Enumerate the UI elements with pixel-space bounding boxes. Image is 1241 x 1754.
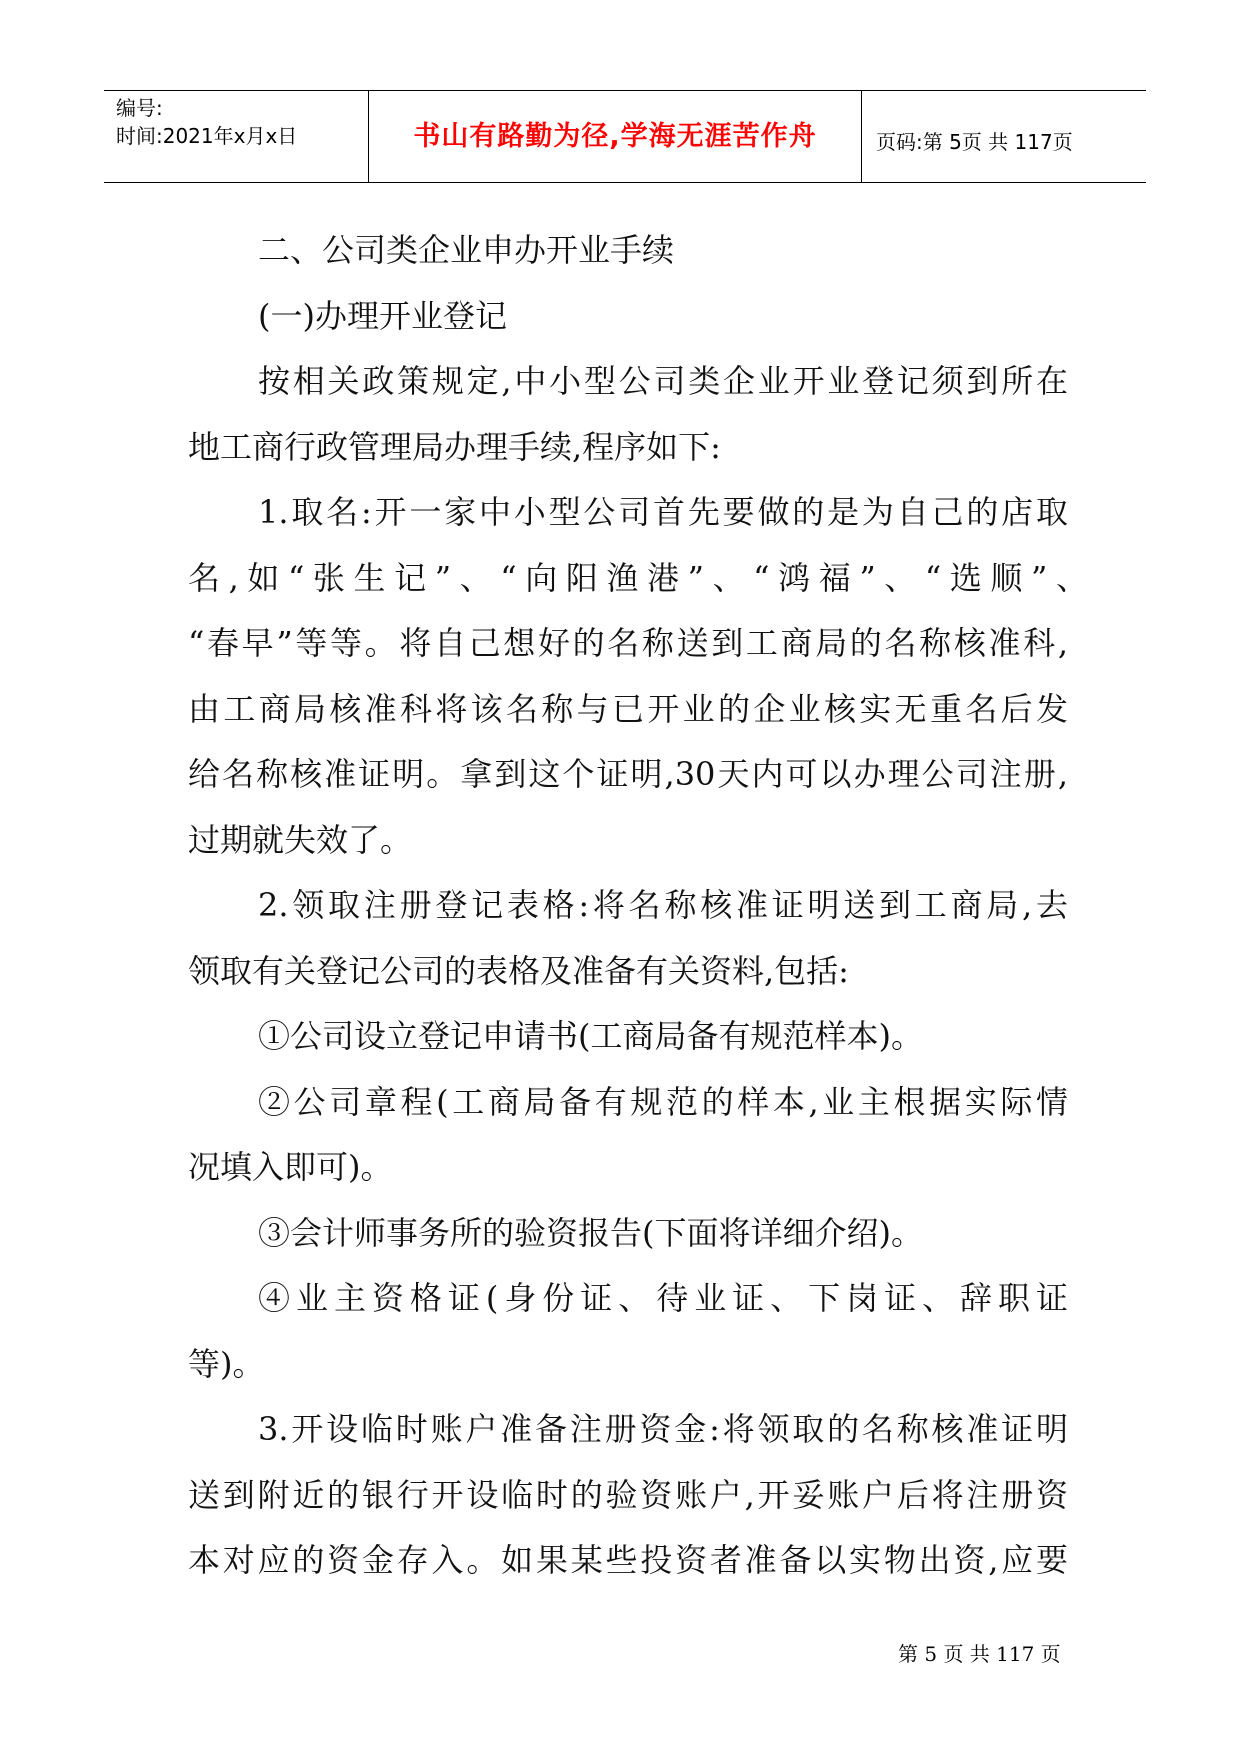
paragraph-line: 地工商行政管理局办理手续,程序如下:	[188, 427, 721, 466]
list-item: ③会计师事务所的验资报告(下面将详细介绍)。	[258, 1213, 923, 1252]
paragraph-line: 3.开设临时账户准备注册资金:将领取的名称核准证明	[258, 1410, 1068, 1448]
paragraph-line: 名,如“张生记”、“向阳渔港”、“鸿福”、“选顺”、	[188, 558, 1088, 597]
header-bottom-rule	[104, 182, 1146, 183]
list-item: ①公司设立登记申请书(工商局备有规范样本)。	[258, 1017, 923, 1055]
header-top-rule	[104, 90, 1146, 91]
paragraph-line: 送到附近的银行开设临时的验资账户,开妥账户后将注册资	[188, 1475, 1068, 1514]
paragraph-line: 领取有关登记公司的表格及准备有关资料,包括:	[188, 951, 849, 990]
subsection-heading: (一)办理开业登记	[258, 296, 507, 335]
paragraph-line: 给名称核准证明。拿到这个证明,30天内可以办理公司注册,	[188, 755, 1068, 793]
section-heading: 二、公司类企业申办开业手续	[258, 231, 675, 269]
paragraph-line: 由工商局核准科将该名称与已开业的企业核实无重名后发	[188, 689, 1068, 728]
paragraph-line: 况填入即可)。	[188, 1148, 393, 1186]
paragraph-line: “春早”等等。将自己想好的名称送到工商局的名称核准科,	[188, 624, 1068, 662]
list-item: ②公司章程(工商局备有规范的样本,业主根据实际情	[258, 1082, 1068, 1121]
paragraph-line: 本对应的资金存入。如果某些投资者准备以实物出资,应要	[188, 1541, 1068, 1579]
header-meta	[116, 94, 297, 150]
paragraph-line: 1.取名:开一家中小型公司首先要做的是为自己的店取	[258, 493, 1068, 531]
paragraph-line: 过期就失效了。	[188, 820, 413, 859]
document-body	[188, 218, 1088, 1594]
header-page-label: 页码:第 5页 共 117页	[876, 130, 1073, 154]
header-divider-right	[861, 90, 862, 182]
document-time-label: 时间:2021年x月x日	[116, 124, 298, 148]
document-number-label: 编号:	[116, 96, 163, 120]
footer-page-number: 第 5 页 共 117 页	[898, 1642, 1061, 1666]
list-item: ④业主资格证(身份证、待业证、下岗证、辞职证	[258, 1279, 1068, 1317]
paragraph-line: 2.领取注册登记表格:将名称核准证明送到工商局,去	[258, 886, 1068, 924]
header-motto: 书山有路勤为径,学海无涯苦作舟	[413, 121, 817, 152]
paragraph-line: 按相关政策规定,中小型公司类企业开业登记须到所在	[258, 362, 1068, 400]
paragraph-line: 等)。	[188, 1344, 265, 1383]
